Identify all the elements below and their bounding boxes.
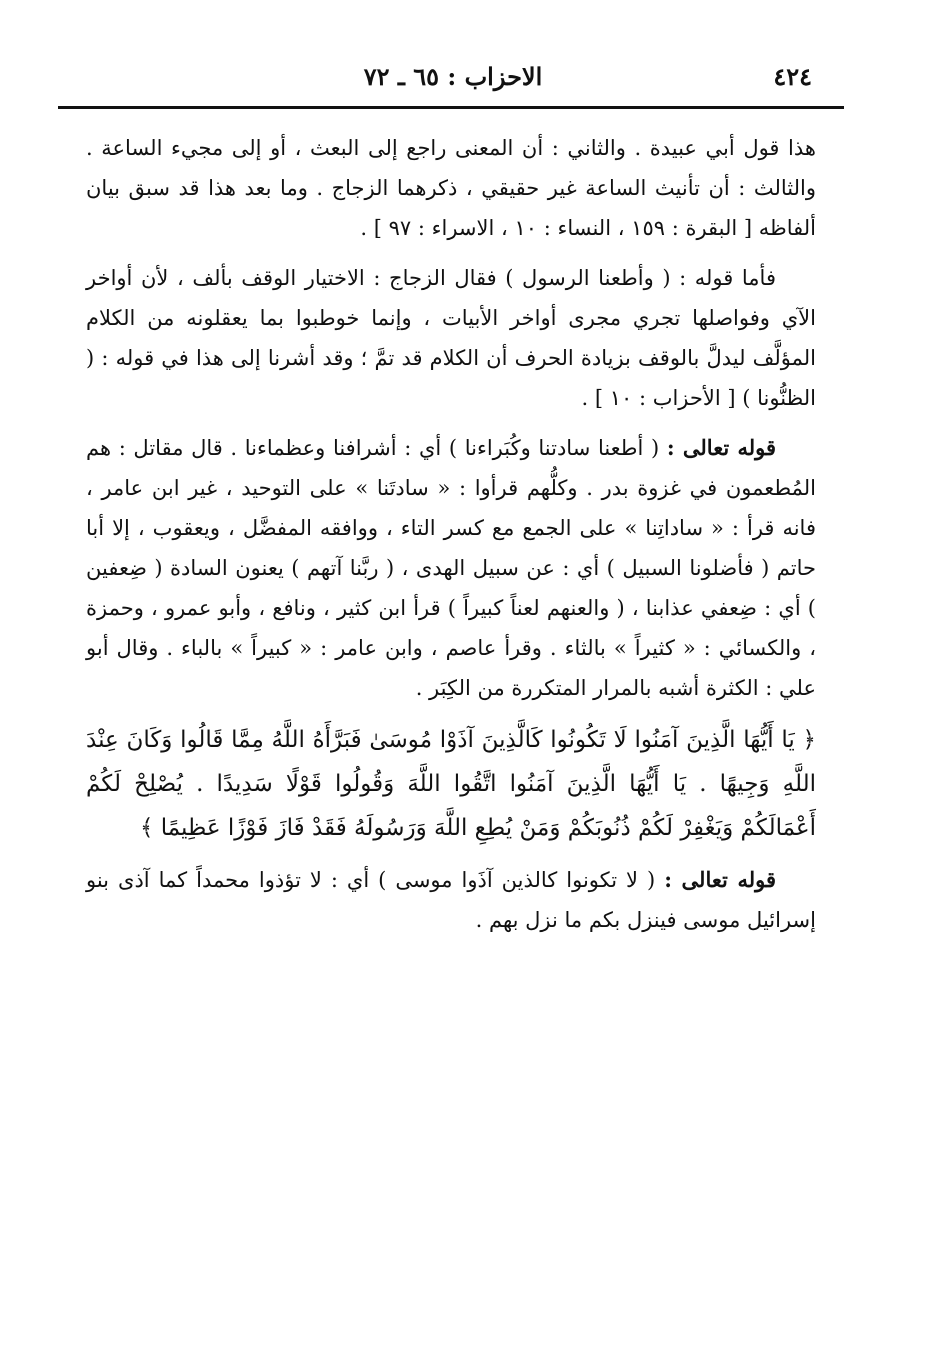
paragraph-gap	[86, 850, 816, 860]
quran-verses-text: ﴿ يَا أَيُّهَا الَّذِينَ آمَنُوا لَا تَكُونُوا كَالَّذِينَ آذَوْا مُوسَىٰ فَبَرَّأَهُ اللَّهُ مِمَّا قَالُوا وَكَانَ عِنْدَ اللَّهِ وَجِيهًا . يَا أَيُّهَا الَّذِينَ آمَنُوا اتَّقُوا اللَّهَ وَقُولُوا قَوْلًا سَدِيدًا . يُصْلِحْ لَكُمْ أَعْمَالَكُمْ وَيَغْفِرْ لَكُمْ ذُنُوبَكُمْ وَمَنْ يُطِعِ اللَّهَ وَرَسُولَهُ فَقَدْ فَازَ فَوْزًا عَظِيمًا ﴾	[86, 727, 816, 841]
page-number: ٤٢٤	[773, 62, 812, 91]
running-title: الاحزاب : ٦٥ ـ ٧٢	[363, 62, 543, 91]
paragraph-gap	[86, 418, 816, 428]
paragraph-5-text: ( لا تكونوا كالذين آذَوا موسى ) أي : لا تؤذوا محمداً كما آذى بنو إسرائيل موسى فينزل بكم ما نزل بهم .	[86, 868, 816, 932]
running-head	[80, 62, 826, 98]
quran-verses	[86, 718, 816, 850]
paragraph-5	[86, 860, 816, 940]
paragraph-3	[86, 428, 816, 708]
paragraph-2	[86, 258, 816, 418]
paragraph-5-lead: قوله تعالى :	[664, 867, 776, 892]
page-body	[86, 128, 816, 940]
paragraph-gap	[86, 248, 816, 258]
paragraph-gap	[86, 708, 816, 718]
paragraph-1	[86, 128, 816, 248]
header-rule	[58, 106, 844, 109]
paragraph-3-lead: قوله تعالى :	[666, 435, 776, 460]
paragraph-2-text: فأما قوله : ( وأطعنا الرسول ) فقال الزجاج : الاختيار الوقف بألف ، لأن أواخر الآي وفواصلها تجري مجرى أواخر الأبيات ، وإنما خوطبوا بما يعقلونه من الكلام المؤلَّف ليدلَّ بالوقف بزيادة الحرف أن الكلام قد تمَّ ؛ وقد أشرنا إلى هذا في قوله : ( الظنُّونا ) [ الأحزاب : ١٠ ] .	[86, 266, 816, 410]
paragraph-3-text: ( أطعنا سادتنا وكُبَراءنا ) أي : أشرافنا وعظماءنا . قال مقاتل : هم المُطعمون في غزوة بدر . وكلُّهم قرأوا : « سادتَنا » على التوحيد ، غير ابن عامر ، فانه قرأ : « ساداتِنا » على الجمع مع كسر التاء ، ووافقه المفضَّل ، ويعقوب ، إلا أبا حاتم ( فأضلونا السبيل ) أي : عن سبيل الهدى ، ( ربَّنا آتهم ) يعنون السادة ( ضِعفين ) أي : ضِعفي عذابنا ، ( والعنهم لعناً كبيراً ) قرأ ابن كثير ، ونافع ، وأبو عمرو ، وحمزة ، والكسائي : « كثيراً » بالثاء . وقرأ عاصم ، وابن عامر : « كبيراً » بالباء . وقال أبو علي : الكثرة أشبه بالمرار المتكررة من الكِبَر .	[86, 436, 816, 700]
paragraph-1-text: هذا قول أبي عبيدة . والثاني : أن المعنى راجع إلى البعث ، أو إلى مجيء الساعة . والثالث : أن تأنيث الساعة غير حقيقي ، ذكرهما الزجاج . وما بعد هذا قد سبق بيان ألفاظه [ البقرة : ١٥٩ ، النساء : ١٠ ، الاسراء : ٩٧ ] .	[86, 136, 816, 240]
